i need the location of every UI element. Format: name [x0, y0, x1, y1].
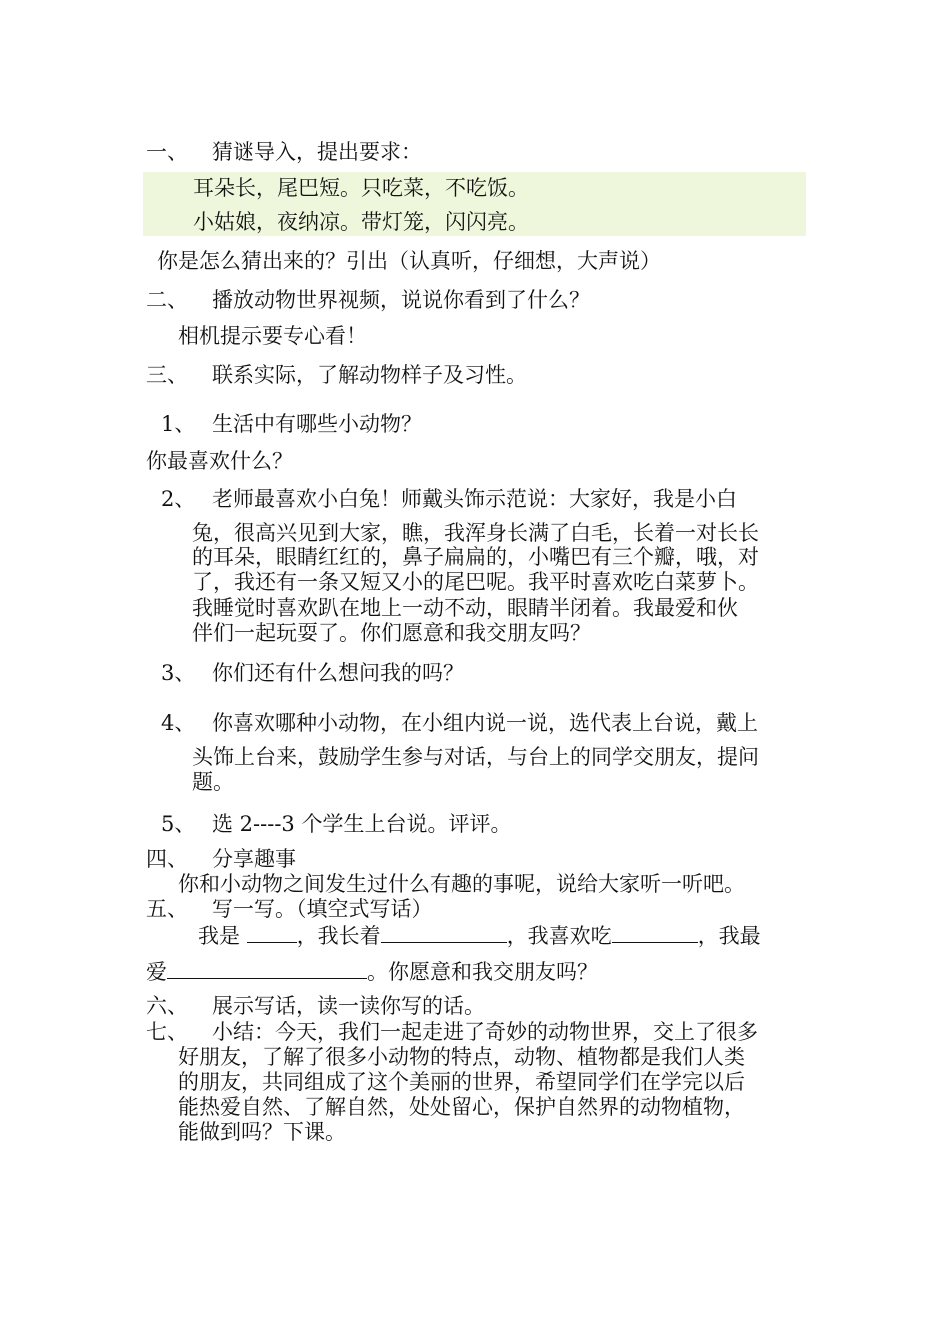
item-4-line-1: 你喜欢哪种小动物，在小组内说一说，选代表上台说，戴上 [212, 711, 758, 735]
item-2-line-1: 老师最喜欢小白兔！师戴头饰示范说：大家好，我是小白 [212, 487, 737, 511]
section-7-line-3: 的朋友，共同组成了这个美丽的世界，希望同学们在学完以后 [178, 1070, 745, 1094]
section-1-title: 猜谜导入，提出要求： [212, 140, 422, 164]
section-7-line-2: 好朋友，了解了很多小动物的特点，动物、植物都是我们人类 [178, 1045, 745, 1069]
item-favorite-line: 你最喜欢什么？ [146, 449, 293, 473]
fill-in-line-2 [146, 958, 598, 984]
item-4-line-2: 头饰上台来，鼓励学生参与对话，与台上的同学交朋友，提问 [192, 745, 759, 769]
riddle-1: 耳朵长，尾巴短。只吃菜，不吃饭。 [193, 176, 529, 200]
fill-in-line-1 [198, 922, 761, 948]
blank-4[interactable] [167, 958, 367, 979]
section-2-title: 播放动物世界视频，说说你看到了什么？ [212, 288, 590, 312]
section-6-marker: 六、 [146, 994, 188, 1018]
item-3-marker: 3、 [161, 661, 196, 685]
blank-1[interactable] [247, 922, 297, 943]
section-7-marker: 七、 [146, 1020, 188, 1044]
item-1-line: 生活中有哪些小动物？ [212, 412, 422, 436]
section-7-line-1: 小结：今天，我们一起走进了奇妙的动物世界，交上了很多 [212, 1020, 758, 1044]
item-2-line-6: 伴们一起玩耍了。你们愿意和我交朋友吗？ [192, 621, 591, 645]
section-1-marker: 一、 [146, 140, 188, 164]
section-7-line-5: 能做到吗？下课。 [178, 1120, 346, 1144]
item-2-line-4: 了，我还有一条又短又小的尾巴呢。我平时喜欢吃白菜萝卜。 [192, 570, 759, 594]
item-2-line-3: 的耳朵，眼睛红红的，鼻子扁扁的，小嘴巴有三个瓣，哦，对 [192, 545, 759, 569]
item-4-line-3: 题。 [192, 770, 234, 794]
section-5-marker: 五、 [146, 897, 188, 921]
section-6-title: 展示写话，读一读你写的话。 [212, 994, 485, 1018]
fill-text-1: 我是 [198, 924, 240, 948]
section-3-title: 联系实际，了解动物样子及习性。 [212, 363, 527, 387]
fill-text-3: ，我喜欢吃 [506, 924, 612, 948]
section-2-note: 相机提示要专心看！ [178, 324, 367, 348]
item-2-line-5: 我睡觉时喜欢趴在地上一动不动，眼睛半闭着。我最爱和伙 [192, 596, 738, 620]
item-2-line-2: 兔，很高兴见到大家，瞧，我浑身长满了白毛，长着一对长长 [192, 521, 759, 545]
section-7-line-4: 能热爱自然、了解自然，处处留心，保护自然界的动物植物， [178, 1095, 745, 1119]
blank-3[interactable] [612, 922, 698, 943]
fill-text-4: ，我最 [697, 924, 761, 948]
fill-text-5: 爱 [146, 960, 167, 984]
item-1-marker: 1、 [161, 412, 196, 436]
item-5-marker: 5、 [161, 812, 196, 836]
fill-text-2: ，我长着 [296, 924, 381, 948]
section-5-title: 写一写。（填空式写话） [212, 897, 433, 921]
section-4-title: 分享趣事 [212, 847, 296, 871]
section-2-marker: 二、 [146, 288, 188, 312]
item-2-marker: 2、 [161, 487, 196, 511]
item-3-line: 你们还有什么想问我的吗？ [212, 661, 464, 685]
item-4-marker: 4、 [161, 711, 196, 735]
section-4-body: 你和小动物之间发生过什么有趣的事呢，说给大家听一听吧。 [178, 872, 745, 896]
item-5-line: 选 2----3 个学生上台说。评评。 [212, 812, 512, 836]
blank-2[interactable] [381, 922, 507, 943]
riddle-2: 小姑娘，夜纳凉。带灯笼，闪闪亮。 [193, 210, 529, 234]
section-1-question: 你是怎么猜出来的？引出（认真听，仔细想，大声说） [157, 249, 661, 273]
section-3-marker: 三、 [146, 363, 188, 387]
fill-text-6: 。你愿意和我交朋友吗？ [367, 960, 598, 984]
section-4-marker: 四、 [146, 847, 188, 871]
